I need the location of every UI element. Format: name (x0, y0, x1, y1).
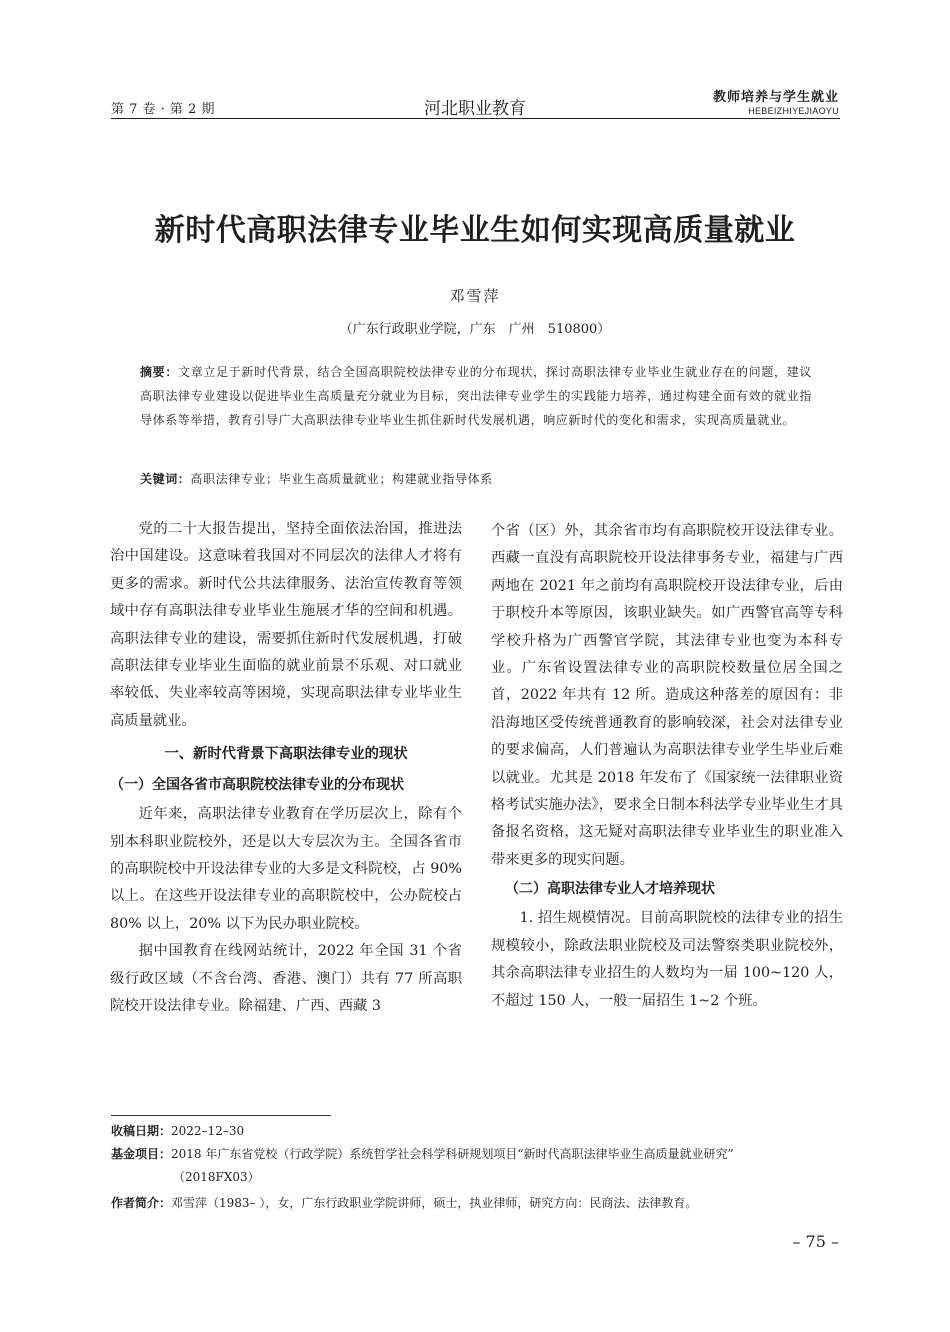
left-column (110, 516, 462, 1021)
footnote-fund (111, 1143, 841, 1189)
keywords (140, 467, 812, 491)
paragraph-intro: 党的二十大报告提出，坚持全面依法治国，推进法治中国建设。这意味着我国对不同层次的法律人才将有更多的需求。新时代公共法律服务、法治宣传教育等领域中存有高职法律专业毕业生施展才华的空间和机遇。高职法律专业的建设，需要抓住新时代发展机遇，打破高职法律专业毕业生面临的就业前景不乐观、对口就业率较低、失业率较高等困境，实现高职法律专业毕业生高质量就业。 (110, 521, 462, 729)
article-title: 新时代高职法律专业毕业生如何实现高质量就业 (154, 213, 796, 248)
footnote-bio (111, 1192, 841, 1215)
paragraph-statistics: 据中国教育在线网站统计，2022 年全国 31 个省级行政区域（不含台湾、香港、澳门）共有 77 所高职院校开设法律专业。除福建、广西、西藏 3 (110, 943, 462, 1015)
abstract-text: 文章立足于新时代背景，结合全国高职院校法律专业的分布现状，探讨高职法律专业毕业生就业存在的问题，建议高职法律专业建设以促进毕业生高质量充分就业为目标，突出法律专业学生的实践能力培养，通过构建全面有效的就业指导体系等举措，教育引导广大高职法律专业毕业生抓住新时代发展机遇，响应新时代的变化和需求，实现高质量就业。 (140, 365, 812, 427)
section-heading (713, 86, 839, 116)
page-number: – 75 – (792, 1232, 839, 1251)
keywords-label: 关键词： (140, 472, 191, 486)
header-rule (111, 118, 840, 119)
section-name-cn: 教师培养与学生就业 (712, 90, 839, 105)
footnote-received (111, 1120, 841, 1143)
bio-text: 邓雪萍（1983– ），女，广东行政职业学院讲师，硕士，执业律师，研究方向：民商法、法律教育。 (171, 1196, 698, 1210)
received-label: 收稿日期： (111, 1124, 172, 1138)
paragraph-statistics-cont: 个省（区）外，其余省市均有高职院校开设法律专业。西藏一直没有高职院校开设法律事务专业，福建与广西两地在 2021 年之前均有高职院校开设法律专业，后由于职校升本等原因，该职业缺失。如广西警官高等专科学校升格为广西警官学院，其法律专业也变为本科专业。广东省设置法律专业的高职院校数量位居全国之首，2022 年共有 12 所。造成这种落差的原因有：非沿海地区受传统普通教育的影响较深，社会对法律专业的要求偏高，人们普遍认为高职法律专业学生毕业后难以就业。尤其是 2018 年发布了《国家统一法律职业资格考试实施办法》，要求全日制本科法学专业毕业生才具备报名资格，这无疑对高职法律专业毕业生的职业准入带来更多的现实问题。 (491, 523, 843, 868)
footnote-rule (111, 1115, 331, 1116)
section-heading-1: 一、新时代背景下高职法律专业的现状 (164, 746, 408, 763)
fund-text: 2018 年广东省党校（行政学院）系统哲学社会科学科研规划项目“新时代高职法律毕业生高质量就业研究” (171, 1147, 734, 1161)
abstract (140, 360, 812, 432)
paragraph-distribution: 近年来，高职法律专业教育在学历层次上，除有个别本科职业院校外，还是以大专层次为主。全国各省市的高职院校中开设法律专业的大多是文科院校，占 90% 以上。在这些开设法律专业的高职院校中，公办院校占 80% 以上，20% 以下为民办职业院校。 (110, 806, 462, 932)
subsection-heading-2: （二）高职法律专业人才培养现状 (505, 881, 715, 898)
received-date: 2022–12–30 (171, 1124, 245, 1138)
volume-issue: 第 7 卷 · 第 2 期 (111, 102, 215, 117)
paragraph-enrollment: 1. 招生规模情况。目前高职院校的法律专业的招生规模较小，除政法职业院校及司法警察类职业院校外，其余高职法律专业招生的人数均为一届 100~120 人，不超过 150 人，一般一届招生 1~2 个班。 (491, 910, 843, 1009)
fund-code: （2018FX03） (173, 1170, 260, 1184)
fund-label: 基金项目： (111, 1147, 172, 1161)
keywords-text: 高职法律专业；毕业生高质量就业；构建就业指导体系 (190, 472, 493, 486)
subsection-heading-1: （一）全国各省市高职院校法律专业的分布现状 (110, 777, 404, 794)
bio-label: 作者简介： (111, 1196, 172, 1210)
author-affiliation: （广东行政职业学院，广东 广州 510800） (339, 322, 611, 337)
right-column (491, 518, 843, 1015)
abstract-label: 摘要： (140, 365, 179, 379)
journal-name: 河北职业教育 (424, 99, 526, 119)
section-name-en: HEBEIZHIYEJIAOYU (748, 106, 839, 116)
author-name: 邓雪萍 (449, 287, 501, 305)
